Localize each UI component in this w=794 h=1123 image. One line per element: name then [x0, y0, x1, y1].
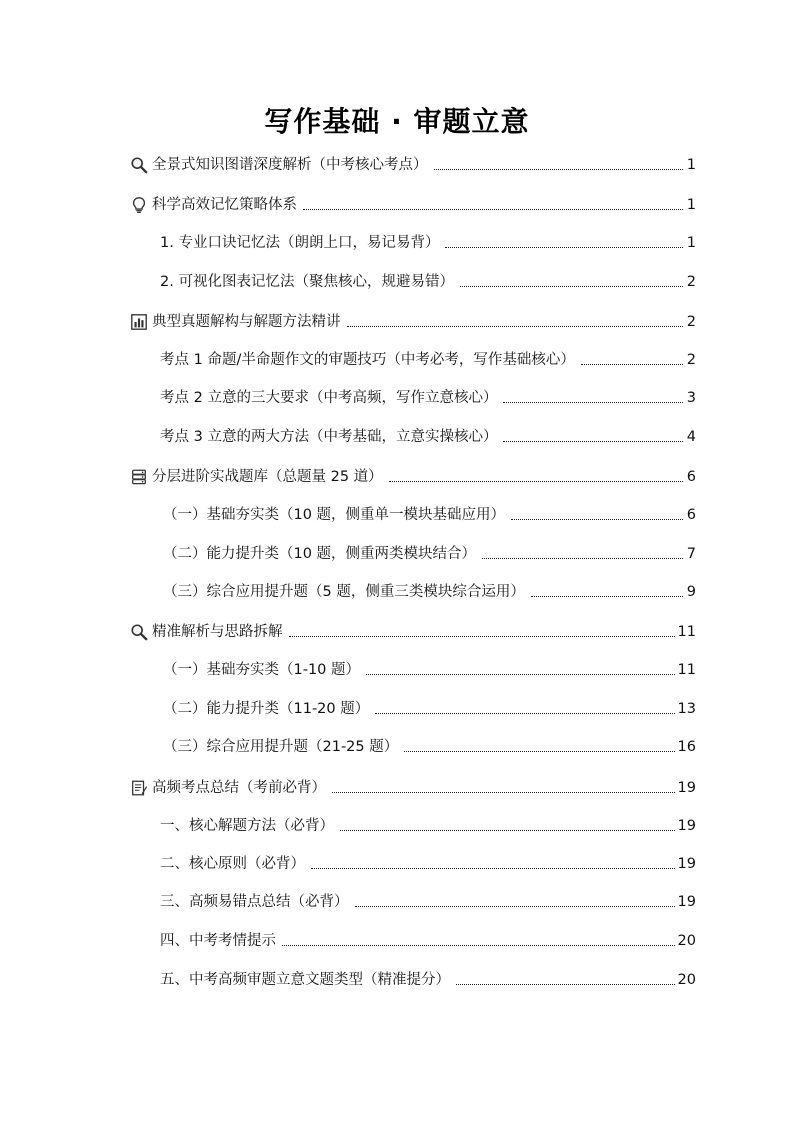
toc-entry[interactable] [130, 467, 696, 487]
toc-entry-page-number: 13 [677, 701, 696, 717]
toc-entry-label: （一）基础夯实类（1-10 题） [163, 662, 361, 678]
toc-entry-label: （三）综合应用提升题（5 题，侧重三类模块综合运用） [163, 584, 525, 600]
toc-entry-label: （三）综合应用提升题（21-25 题） [163, 739, 399, 755]
toc-entry-label: 三、高频易错点总结（必背） [160, 894, 349, 910]
toc-entry-label: 科学高效记忆策略体系 [152, 197, 297, 213]
dot-leader [355, 905, 675, 907]
toc-entry[interactable] [130, 155, 696, 175]
toc-entry-page-number: 16 [677, 739, 696, 755]
dot-leader [347, 325, 684, 327]
toc-entry-label: 四、中考考情提示 [160, 933, 276, 949]
dot-leader [366, 673, 675, 675]
toc-entry[interactable] [130, 233, 696, 253]
toc-entry-label: 考点 3 立意的两大方法（中考基础，立意实操核心） [160, 429, 498, 445]
dot-leader [303, 208, 683, 210]
page-title: 写作基础 · 审题立意 [264, 105, 530, 138]
toc-entry-page-number: 6 [686, 507, 696, 523]
toc-entry-label: 考点 2 立意的三大要求（中考高频，写作立意核心） [160, 390, 498, 406]
toc-entry-label: 全景式知识图谱深度解析（中考核心考点） [152, 157, 428, 173]
toc-entry-page-number: 2 [686, 314, 696, 330]
dot-leader [282, 944, 675, 946]
database-icon [130, 468, 148, 486]
toc-entry[interactable] [130, 970, 696, 990]
toc-entry-label: （一）基础夯实类（10 题，侧重单一模块基础应用） [163, 507, 506, 523]
toc-entry-page-number: 19 [677, 856, 696, 872]
toc-entry-page-number: 1 [686, 197, 696, 213]
toc-entry-page-number: 3 [686, 390, 696, 406]
toc-entry[interactable] [130, 582, 696, 602]
toc-entry-page-number: 4 [686, 429, 696, 445]
dot-leader [340, 829, 675, 831]
toc-entry[interactable] [130, 737, 696, 757]
toc-entry-page-number: 19 [677, 894, 696, 910]
toc-entry-label: 1. 专业口诀记忆法（朗朗上口，易记易背） [160, 235, 440, 251]
toc-entry-page-number: 19 [677, 818, 696, 834]
toc-entry-page-number: 2 [686, 352, 696, 368]
toc-entry[interactable] [130, 660, 696, 680]
toc-entry-label: 二、核心原则（必背） [160, 856, 305, 872]
dot-leader [332, 791, 675, 793]
toc-entry-page-number: 2 [686, 274, 696, 290]
toc-entry-page-number: 20 [677, 972, 696, 988]
toc-entry-page-number: 11 [677, 662, 696, 678]
dot-leader [311, 867, 675, 869]
magnifier-icon [130, 156, 148, 174]
dot-leader [482, 557, 683, 559]
toc-entry[interactable] [130, 388, 696, 408]
toc-entry-label: 高频考点总结（考前必背） [152, 780, 326, 796]
toc-entry[interactable] [130, 272, 696, 292]
toc-entry-label: 典型真题解构与解题方法精讲 [152, 314, 341, 330]
toc-entry-label: 精准解析与思路拆解 [152, 624, 283, 640]
toc-entry[interactable] [130, 312, 696, 332]
toc-entry[interactable] [130, 622, 696, 642]
toc-entry[interactable] [130, 854, 696, 874]
dot-leader [511, 518, 683, 520]
dot-leader [389, 480, 683, 482]
toc-entry-page-number: 11 [677, 624, 696, 640]
dot-leader [456, 983, 675, 985]
toc-entry-page-number: 7 [686, 546, 696, 562]
toc-entry-label: 考点 1 命题/半命题作文的审题技巧（中考必考，写作基础核心） [160, 352, 575, 368]
toc-entry[interactable] [130, 350, 696, 370]
toc-entry[interactable] [130, 505, 696, 525]
dot-leader [531, 595, 683, 597]
toc-entry[interactable] [130, 427, 696, 447]
dot-leader [460, 285, 683, 287]
notepad-icon [130, 779, 148, 797]
toc-entry[interactable] [130, 892, 696, 912]
toc-entry-page-number: 20 [677, 933, 696, 949]
magnifier-icon [130, 623, 148, 641]
toc-entry[interactable] [130, 195, 696, 215]
toc-entry-label: （二）能力提升类（11-20 题） [163, 701, 370, 717]
toc-entry-page-number: 9 [686, 584, 696, 600]
toc-entry-label: 五、中考高频审题立意文题类型（精准提分） [160, 972, 450, 988]
dot-leader [503, 401, 683, 403]
dot-leader [581, 363, 683, 365]
dot-leader [289, 635, 675, 637]
toc-entry-page-number: 6 [686, 469, 696, 485]
toc-entry-page-number: 19 [677, 780, 696, 796]
bar-chart-icon [130, 313, 148, 331]
dot-leader [445, 246, 683, 248]
toc-entry[interactable] [130, 931, 696, 951]
toc-entry[interactable] [130, 699, 696, 719]
toc-entry-label: 2. 可视化图表记忆法（聚焦核心，规避易错） [160, 274, 454, 290]
dot-leader [503, 440, 683, 442]
toc-entry[interactable] [130, 778, 696, 798]
toc-entry[interactable] [130, 816, 696, 836]
toc-entry-page-number: 1 [686, 157, 696, 173]
dot-leader [434, 168, 684, 170]
toc-entry-label: （二）能力提升类（10 题，侧重两类模块结合） [163, 546, 477, 562]
dot-leader [375, 712, 674, 714]
dot-leader [404, 750, 674, 752]
lightbulb-icon [130, 196, 148, 214]
toc-entry-label: 分层进阶实战题库（总题量 25 道） [152, 469, 383, 485]
toc-entry[interactable] [130, 544, 696, 564]
toc-entry-label: 一、核心解题方法（必背） [160, 818, 334, 834]
toc-entry-page-number: 1 [686, 235, 696, 251]
